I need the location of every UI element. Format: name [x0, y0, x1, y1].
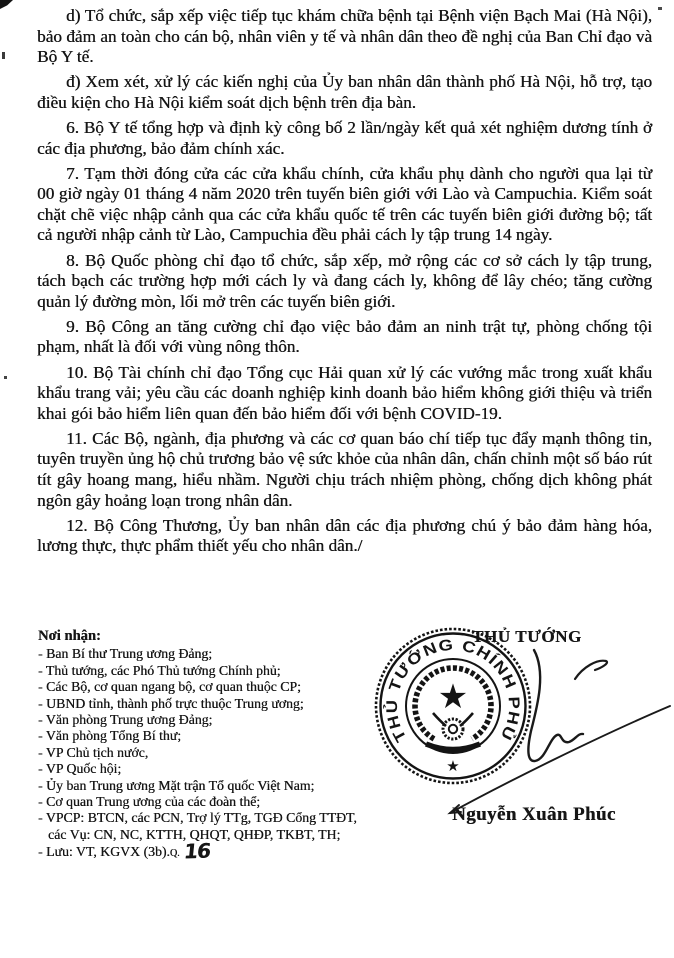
- recipient-line: - Thủ tướng, các Phó Thủ tướng Chính phủ;: [38, 662, 281, 678]
- handwritten-copy-count: 16: [182, 838, 211, 864]
- recipient-line: - Ban Bí thư Trung ương Đảng;: [38, 646, 213, 662]
- luu-subscript: Q.: [169, 848, 180, 860]
- paragraph-9: 9. Bộ Công an tăng cường chỉ đạo việc bảo đảm an ninh trật tự, phòng chống tội phạm, nhất là đối với vùng nông thôn.: [37, 316, 652, 357]
- recipient-line: - Văn phòng Tổng Bí thư;: [38, 728, 182, 744]
- signer-title: THỦ TƯỚNG: [472, 627, 582, 646]
- recipient-line: - VPCP: BTCN, các PCN, Trợ lý TTg, TGĐ Cổng TTĐT,: [38, 810, 357, 826]
- luu-text: - Lưu: VT, KGVX (3b).: [38, 844, 170, 860]
- paragraph-8: 8. Bộ Quốc phòng chỉ đạo tổ chức, sắp xếp, mở rộng các cơ sở cách ly tập trung, tách bạch các trường hợp mới cách ly và đang cách ly, không để lây chéo; tăng cường quản lý đường mòn, lối mở trên các tuyến biên giới.: [37, 250, 652, 311]
- paragraph-7: 7. Tạm thời đóng cửa các cửa khẩu chính, cửa khẩu phụ dành cho người qua lại từ 00 giờ ngày 01 tháng 4 năm 2020 trên tuyến biên giới với Lào và Campuchia. Kiểm soát chặt chẽ việc nhập cảnh qua các cửa khẩu quốc tế trên các tuyến biên giới đường bộ; tất cả người nhập cảnh từ Lào, Campuchia đều phải cách ly tập trung 14 ngày.: [37, 163, 652, 245]
- signature-underline-flourish: [450, 706, 670, 813]
- seal-bottom-star-icon: ★: [446, 759, 460, 775]
- official-seal: [376, 629, 530, 783]
- paragraph-10: 10. Bộ Tài chính chỉ đạo Tổng cục Hải quan xử lý các vướng mắc trong xuất khẩu khẩu trang vải; yêu cầu các doanh nghiệp kinh doanh bảo hiểm không giới thiệu và triển khai gói bảo hiểm liên quan đến bảo hiểm đối với bệnh COVID-19.: [37, 362, 652, 423]
- paragraph-dd: đ) Xem xét, xử lý các kiến nghị của Ủy ban nhân dân thành phố Hà Nội, hỗ trợ, tạo điều kiện cho Hà Nội kiểm soát dịch bệnh trên địa bàn.: [37, 72, 652, 112]
- recipient-line: - Cơ quan Trung ương của các đoàn thể;: [38, 794, 261, 810]
- emblem-banner: [426, 744, 480, 750]
- recipient-line: - Văn phòng Trung ương Đảng;: [38, 712, 213, 728]
- paragraph-6: 6. Bộ Y tế tổng hợp và định kỳ công bố 2 lần/ngày kết quả xét nghiệm dương tính ở các địa phương, bảo đảm chính xác.: [37, 117, 652, 158]
- paragraph-11: 11. Các Bộ, ngành, địa phương và các cơ quan báo chí tiếp tục đẩy mạnh thông tin, tuyên truyền ủng hộ chủ trương bảo vệ sức khỏe của nhân dân, chấn chỉnh một số báo rút tít gây hoang mang, hiểu nhầm. Người chịu trách nhiệm phòng, chống dịch không phát ngôn gây hoảng loạn trong nhân dân.: [37, 428, 652, 510]
- national-emblem: [415, 668, 491, 750]
- recipient-line: - VP Quốc hội;: [38, 761, 122, 777]
- paragraph-12: 12. Bộ Công Thương, Ủy ban nhân dân các địa phương chú ý bảo đảm hàng hóa, lương thực, thực phẩm thiết yếu cho nhân dân./: [37, 515, 652, 556]
- handwritten-signature: [450, 650, 670, 813]
- signature-stroke-curl: [575, 661, 607, 679]
- signature-stroke-loops: [528, 650, 583, 761]
- recipient-line: - Ủy ban Trung ương Mặt trận Tổ quốc Việt Nam;: [38, 777, 315, 793]
- emblem-cog-icon: [443, 719, 463, 739]
- signer-name: Nguyễn Xuân Phúc: [452, 804, 616, 825]
- recipient-line: - UBND tỉnh, thành phố trực thuộc Trung ương;: [38, 695, 304, 711]
- emblem-star-icon: ★: [437, 679, 469, 716]
- recipient-line: - Các Bộ, cơ quan ngang bộ, cơ quan thuộc CP;: [38, 679, 301, 695]
- paragraph-d: d) Tổ chức, sắp xếp việc tiếp tục khám chữa bệnh tại Bệnh viện Bạch Mai (Hà Nội), bảo đảm an toàn cho cán bộ, nhân viên y tế và nhân dân theo đề nghị của Ban Chỉ đạo và Bộ Y tế.: [37, 6, 652, 67]
- recipients-header: Nơi nhận:: [38, 628, 101, 644]
- emblem-cog-center: [449, 725, 457, 733]
- recipient-line-continuation: các Vụ: CN, NC, KTTH, QHQT, QHĐP, TKBT, TH;: [48, 826, 341, 842]
- seal-circular-text: THỦ TƯỚNG CHÍNH PHỦ: [383, 636, 523, 745]
- recipient-line: - VP Chủ tịch nước,: [38, 744, 149, 760]
